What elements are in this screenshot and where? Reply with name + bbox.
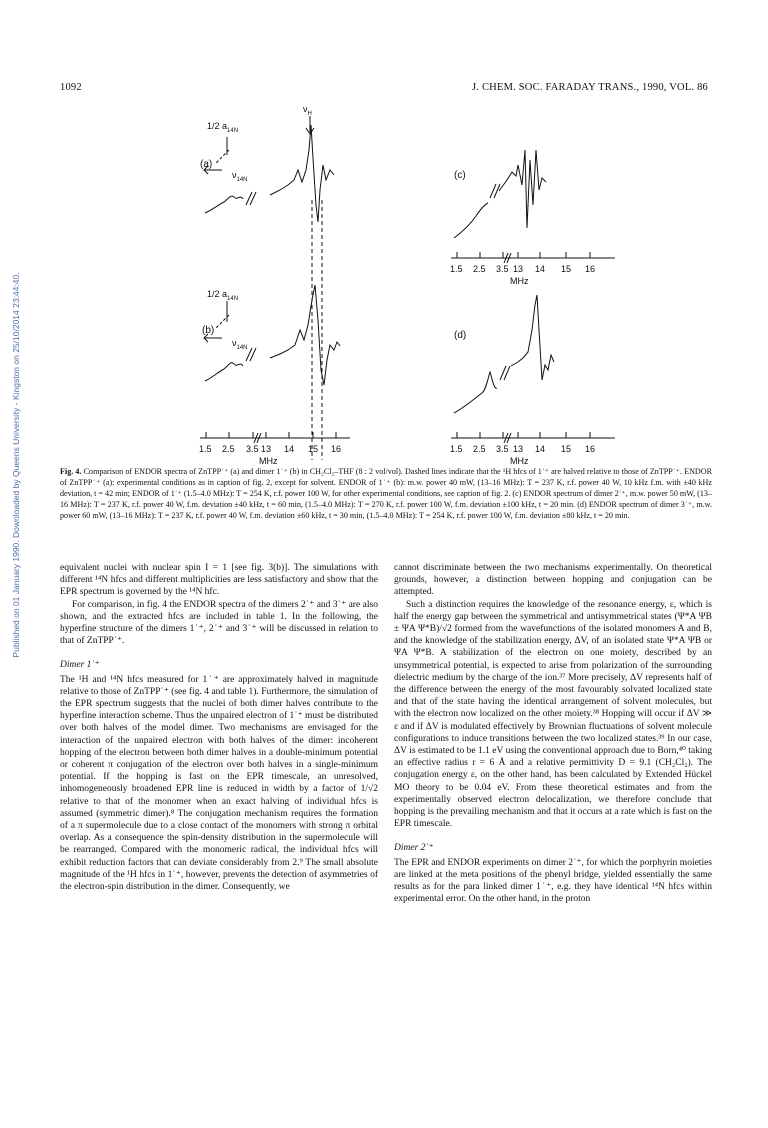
tick-label: 14: [284, 444, 295, 454]
axis-c: [451, 252, 615, 263]
tick-label: 16: [585, 444, 596, 454]
tick-label: 13: [513, 444, 524, 454]
spectrum-b-highfreq: [270, 285, 340, 385]
tick-label: 15: [308, 444, 319, 454]
tick-label: 16: [331, 444, 342, 454]
section-heading: Dimer 2˙⁺: [394, 843, 434, 854]
axis-break-c: [490, 184, 500, 198]
paragraph: The ¹H and ¹⁴N hfcs measured for 1˙⁺ are approximately halved in magnitude relative to those of ZnTPP˙⁺ (see fig. 4 and table 1). Furthermore, the simulation of the EPR spectrum suggests that the nuclei of both dimer halves contribute to the hyperfine interaction scheme. Thus the unpaired electron of 1˙⁺ must be distributed over both halves of the model dimer. Two mechanisms are envisaged for the interaction of the unpaired electron with both halves of the dimer: incoherent hopping of the electron between both dimer halves in a double-minimum potential or coherent π conjugation of the electron over both halves in a single-minimum potential. If the hopping is fast on the EPR timescale, an unresolved, inhomogeneously broadened EPR line is reduced in width by a factor of 1/√2 relative to that of the monomer when an exact halving of individual hfcs is assumed (symmetric dimer).⁸ The conjugation mechanism requires the formation of a π supermolecule due to a close contact of the monomers with strong π orbital overlap. As a consequence the spin-density distribution in the supermolecule will be rearranged. Compared with the monomeric radical, the individual hfcs will exhibit reduction factors that can deviate considerably from 2.⁹ The small absolute magnitude of the ¹H hfcs in 1˙⁺, however, prevents the detection of asymmetries of the electron-spin distribution in the dimer. Consequently, we: [60, 674, 378, 893]
nu-n-label-a: $\nu_{14N}$: [232, 170, 248, 183]
spectrum-a-lowfreq: [205, 196, 243, 213]
tick-label: 13: [261, 444, 272, 454]
endor-figure: [0, 0, 768, 470]
caption-label: Fig. 4.: [60, 467, 82, 476]
page-number: 1092: [60, 82, 82, 93]
paragraph: cannot discriminate between the two mechanisms experimentally. On theoretical grounds, however, a distinction between hopping and conjugation can be attempted.: [394, 563, 712, 598]
tick-label: 3.5: [496, 264, 509, 274]
axis-unit-label: MHz: [259, 456, 278, 466]
paragraph: The EPR and ENDOR experiments on dimer 2˙⁺, for which the porphyrin moieties are linked at the meta positions of the phenyl bridge, yielded essentially the same results as for the para linked dimer 1˙⁺, e.g. they have identical ¹⁴N hfcs within experimental error. On the other hand, in the proton: [394, 857, 712, 905]
tick-label: 15: [561, 444, 572, 454]
tick-label: 2.5: [473, 264, 486, 274]
axis-cd: [451, 432, 615, 443]
caption-text: Comparison of ENDOR spectra of ZnTPP˙⁺ (a) and dimer 1˙⁺ (b) in CH₂Cl₂–THF (8 : 2 vol/vol). Dashed lines indicate that the ¹H hfcs of 1˙⁺ are halved relative to those of ZnTPP˙⁺. ENDOR of ZnTPP˙⁺ (a): experimental conditions as in caption of fig. 2, except for solvent. ENDOR of 1˙⁺ (b): m.w. power 40 mW, (13–16 MHz): T = 237 K, r.f. power 40 W, 10 kHz f.m. with ±40 kHz deviation, t = 42 min; ENDOR of 1˙⁺ (1.5–4.0 MHz): T = 254 K, r.f. power 100 W, for other experimental conditions, see caption of fig. 2. (c) ENDOR spectrum of dimer 2˙⁺, m.w. power 50 mW, (13–16 MHz): T = 237 K, r.f. power 40 W, f.m. deviation ±40 kHz, t = 60 min, (1.5–4.0 MHz): T = 270 K, r.f. power 100 W, f.m. deviation ±100 kHz, t = 20 min. (d) ENDOR spectrum of dimer 3˙⁺, m.w. power 60 mW, (13–16 MHz): T = 237 K, r.f. power 40 W, f.m. deviation ±60 kHz, t = 30 min, (1.5–4.0 MHz): T = 254 K, r.f. power 100 W, f.m. deviation ±80 kHz, t = 20 min.: [60, 467, 713, 520]
tick-label: 13: [513, 264, 524, 274]
figure-caption: [60, 466, 712, 521]
axis-break-d: [500, 366, 510, 380]
panel-label-d: (d): [454, 330, 467, 341]
paragraph: Such a distinction requires the knowledge of the resonance energy, ε, which is half the energy gap between the symmetrical and antisymmetrical states (Ψ*A ΨB ± ΨA Ψ*B)/√2 formed from the wavefunctions of the isolated monomers A and B, and the knowledge of the stabilization energy, ΔV, of an isolated state Ψ*A ΨB or ΨA Ψ*B. A stabilization of the electron on one moiety, described by an unsymmetrical potential, is expected to arise from polarization of the surrounding dielectric medium by the charge of the ion.³⁷ More precisely, ΔV represents half of the difference between the energy of the most favourably solvated localized state and that of the state having the identical arrangement of solvent molecules, but with the electron now localized on the other moiety.³⁸ Hopping will occur if ΔV ≫ ε and if ΔV is modulated effectively by Brownian fluctuations of solvent molecule configurations to induce transitions between the two localized states.³⁹ In our case, ΔV is estimated to be 1.1 eV using the conventional approach due to Born,⁴⁰ taking an effective radius r = 6 Å and a relative permittivity D = 9.1 (CH₂Cl₂). The conjugation energy ε, on the other hand, has been calculated by Extended Hückel MO theory to be 0.04 eV. From these theoretical estimates and from the experimentally observed electron delocalization, we therefore conclude that hopping is the prevailing mechanism and that it occurs at a rate which is fast on the EPR timescale.: [394, 599, 712, 830]
paragraph: For comparison, in fig. 4 the ENDOR spectra of the dimers 2˙⁺ and 3˙⁺ are also shown, and the extracted hfcs are included in table 1. In the following, the hyperfine structure of the dimers 1˙⁺, 2˙⁺ and 3˙⁺ will be discussed in relation to that of ZnTPP˙⁺.: [60, 599, 378, 647]
spectrum-d: [454, 295, 554, 413]
spectrum-c: [454, 150, 546, 238]
tick-label: 3.5: [246, 444, 259, 454]
tick-label: 16: [585, 264, 596, 274]
tick-label: 15: [561, 264, 572, 274]
journal-running-head: J. CHEM. SOC. FARADAY TRANS., 1990, VOL. 86: [472, 82, 708, 93]
axis-unit-label: MHz: [510, 276, 529, 286]
tick-label: 1.5: [450, 444, 463, 454]
tick-label: 14: [535, 264, 546, 274]
spectrum-a-highfreq: [270, 125, 334, 222]
half-hfc-label-b: 1/2 $a_{14N}$: [207, 289, 239, 302]
section-heading: Dimer 1˙⁺: [60, 660, 100, 671]
panel-label-b: (b): [202, 325, 215, 336]
tick-label: 14: [535, 444, 546, 454]
tick-label: 1.5: [450, 264, 463, 274]
panel-label-c: (c): [454, 170, 466, 181]
half-hfc-label-a: 1/2 $a_{14N}$: [207, 121, 239, 134]
right-column: [394, 562, 712, 905]
axis-break-a: [246, 192, 256, 205]
spectrum-b-lowfreq: [205, 363, 243, 381]
tick-label: 3.5: [496, 444, 509, 454]
tick-label: 1.5: [199, 444, 212, 454]
tick-label: 2.5: [222, 444, 235, 454]
download-watermark: Published on 01 January 1990. Downloaded by Queens University - Kingston on 25/10/2014 23:44:40.: [11, 272, 21, 658]
nu-h-label: $\nu_H$: [303, 104, 312, 117]
axis-unit-label: MHz: [510, 456, 529, 466]
left-column: [60, 562, 378, 893]
tick-label: 2.5: [473, 444, 486, 454]
axis-ab: [200, 432, 350, 443]
nu-n-label-b: $\nu_{14N}$: [232, 338, 248, 351]
panel-label-a: (a): [200, 159, 213, 170]
paragraph: equivalent nuclei with nuclear spin I = 1 [see fig. 3(b)]. The simulations with different ¹⁴N hfcs and different multiplicities are less satisfactory and show that the EPR spectrum is governed by the ¹⁴N hfc.: [60, 563, 378, 598]
